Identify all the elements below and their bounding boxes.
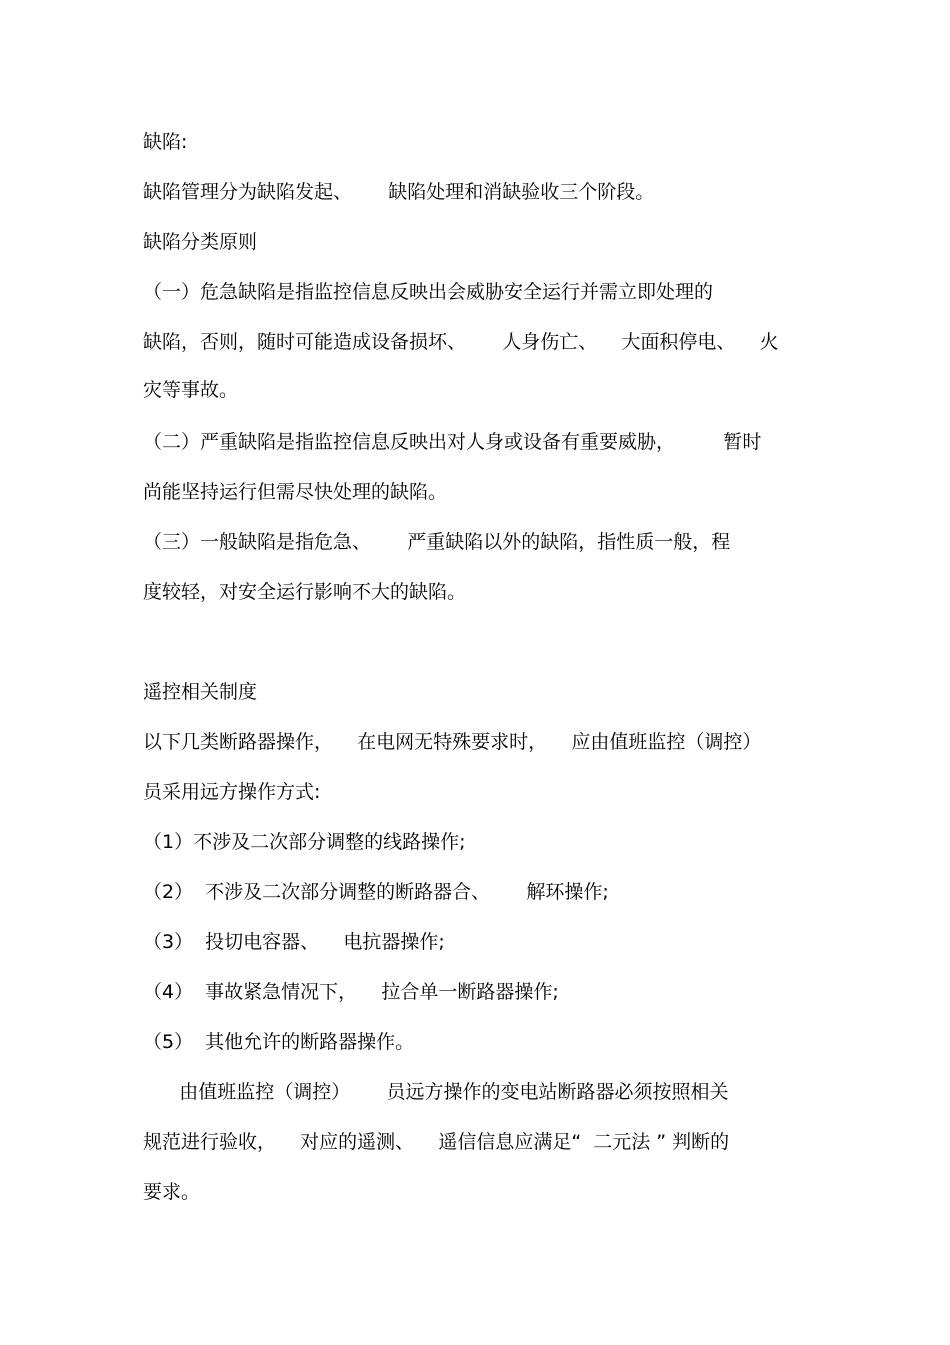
paragraph-serious-defect-line-1: （二）严重缺陷是指监控信息反映出对人身或设备有重要威胁， 暂时 — [143, 431, 762, 453]
list-item-2: （2） 不涉及二次部分调整的断路器合、 解环操作; — [143, 881, 609, 903]
paragraph-defect-management: 缺陷管理分为缺陷发起、 缺陷处理和消缺验收三个阶段。 — [143, 181, 655, 203]
heading-remote-control-rules: 遥控相关制度 — [143, 681, 258, 703]
list-item-1: （1）不涉及二次部分调整的线路操作; — [143, 831, 466, 853]
list-item-4: （4） 事故紧急情况下， 拉合单一断路器操作; — [143, 981, 559, 1003]
paragraph-acceptance-line-2: 规范进行验收， 对应的遥测、 遥信信息应满足“ 二元法 ” 判断的 — [143, 1131, 730, 1153]
heading-defects: 缺陷: — [143, 131, 188, 153]
paragraph-critical-defect-line-3: 灾等事故。 — [143, 379, 239, 401]
paragraph-remote-operation-line-1: 以下几类断路器操作， 在电网无特殊要求时， 应由值班监控（调控） — [143, 731, 762, 753]
paragraph-general-defect-line-2: 度较轻，对安全运行影响不大的缺陷。 — [143, 581, 467, 603]
heading-defect-classification: 缺陷分类原则 — [143, 231, 258, 253]
paragraph-acceptance-line-3: 要求。 — [143, 1181, 201, 1203]
paragraph-general-defect-line-1: （三）一般缺陷是指危急、 严重缺陷以外的缺陷，指性质一般，程 — [143, 531, 731, 553]
list-item-5: （5） 其他允许的断路器操作。 — [143, 1031, 415, 1053]
paragraph-critical-defect-line-2: 缺陷，否则，随时可能造成设备损坏、 人身伤亡、 大面积停电、 火 — [143, 331, 779, 353]
paragraph-serious-defect-line-2: 尚能坚持运行但需尽快处理的缺陷。 — [143, 481, 448, 503]
paragraph-remote-operation-line-2: 员采用远方操作方式: — [143, 781, 321, 803]
list-item-3: （3） 投切电容器、 电抗器操作; — [143, 931, 445, 953]
paragraph-critical-defect-line-1: （一）危急缺陷是指监控信息反映出会威胁安全运行并需立即处理的 — [143, 281, 714, 303]
paragraph-acceptance-line-1: 由值班监控（调控） 员远方操作的变电站断路器必须按照相关 — [143, 1081, 729, 1103]
